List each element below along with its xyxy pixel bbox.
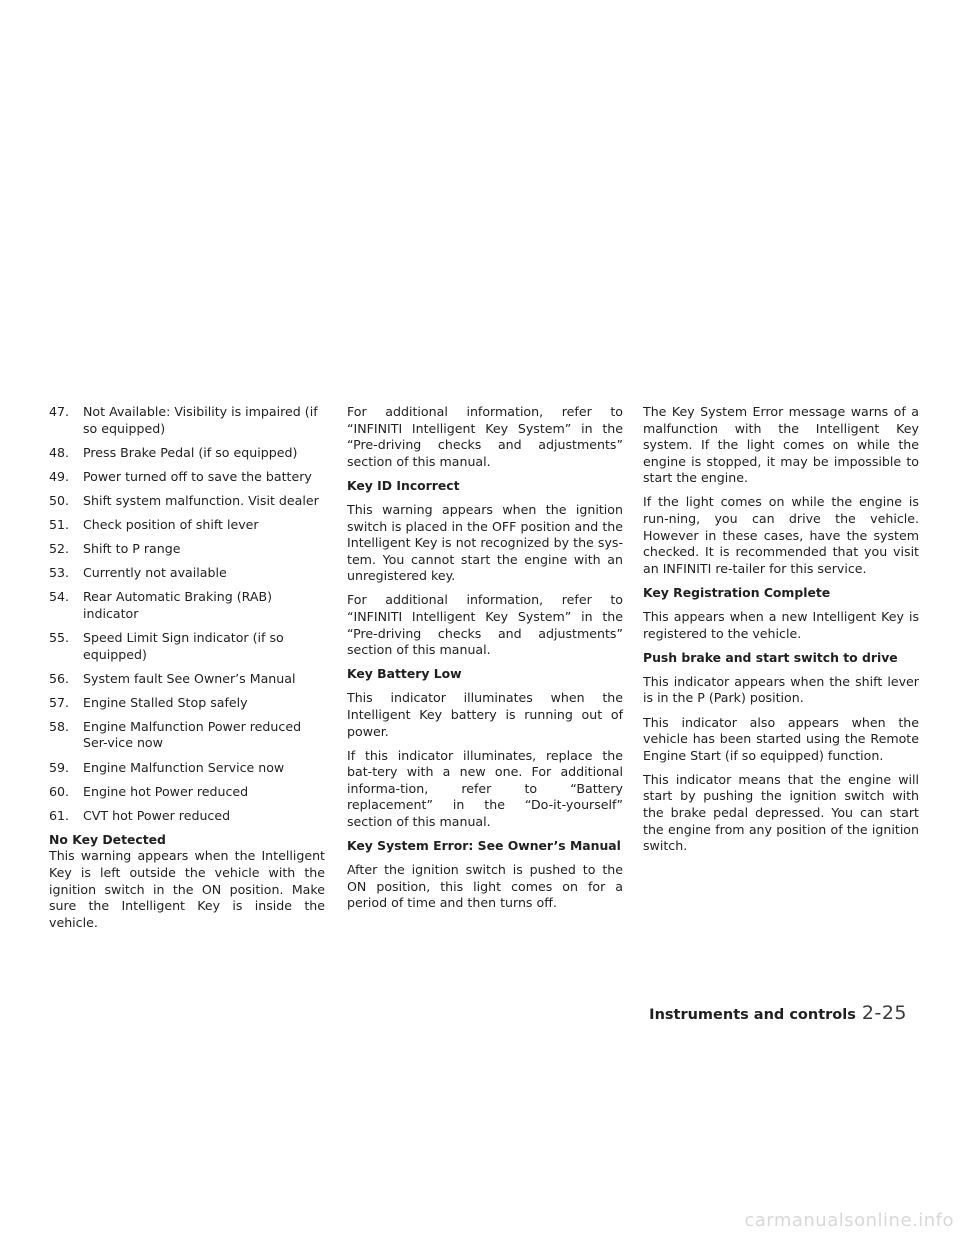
item-text: Speed Limit Sign indicator (if so equipped) — [83, 629, 284, 662]
item-text: Power turned off to save the battery — [83, 468, 312, 484]
push-brake-text: This indicator appears when the shift lever is in the P (Park) position. — [643, 673, 919, 706]
push-brake-text: This indicator also appears when the vehicle has been started using the Remote Engine Start (if so equipped) function. — [643, 714, 919, 763]
key-battery-low-heading: Key Battery Low — [347, 666, 462, 682]
column-2 — [347, 404, 623, 920]
item-number: 58. — [49, 718, 70, 734]
item-text: Engine Stalled Stop safely — [83, 694, 248, 710]
key-registration-text: This appears when a new Intelligent Key is registered to the vehicle. — [643, 609, 919, 641]
page-footer — [649, 1002, 907, 1024]
reference-paragraph: For additional information, refer to “INFINITI Intelligent Key System” in the “Pre-driving checks and adjustments” section of this manual. — [347, 404, 623, 469]
list-item — [49, 671, 325, 688]
item-number: 49. — [49, 468, 70, 484]
item-text: System fault See Owner’s Manual — [83, 670, 296, 686]
column-1 — [49, 404, 325, 939]
watermark-text: carmanualsonline.info — [744, 1210, 954, 1231]
item-text: Press Brake Pedal (if so equipped) — [83, 444, 298, 460]
item-number: 61. — [49, 807, 70, 823]
key-battery-low-text: This indicator illuminates when the Intelligent Key battery is running out of power. — [347, 690, 623, 739]
item-number: 59. — [49, 759, 70, 775]
item-number: 51. — [49, 516, 70, 532]
push-brake-heading: Push brake and start switch to drive — [643, 649, 898, 665]
item-text: Engine Malfunction Power reduced Ser-vice now — [83, 718, 302, 751]
item-text: Currently not available — [83, 565, 227, 581]
list-item — [49, 517, 325, 534]
item-text: Engine Malfunction Service now — [83, 759, 285, 775]
item-text: Rear Automatic Braking (RAB) indicator — [83, 589, 273, 621]
key-id-incorrect-text: This warning appears when the ignition switch is placed in the OFF position and the Intelligent Key is not recognized by the sys-tem. You cannot start the engine with an unregistered key. — [347, 501, 623, 584]
list-item — [49, 630, 325, 663]
list-item — [49, 760, 325, 777]
key-system-error-paragraph: The Key System Error message warns of a malfunction with the Intelligent Key system. If the light comes on while the engine is stopped, it may be impossible to start the engine. — [643, 404, 919, 486]
key-id-incorrect-heading: Key ID Incorrect — [347, 477, 460, 493]
item-number: 50. — [49, 492, 70, 508]
key-battery-low-text: If this indicator illuminates, replace the bat-tery with a new one. For additional informa-tion, refer to “Battery replacement” in the “Do-it-yourself” section of this manual. — [347, 747, 623, 830]
list-item — [49, 589, 325, 622]
item-number: 47. — [49, 404, 70, 419]
item-text: Not Available: Visibility is impaired (if so equipped) — [83, 404, 318, 436]
key-system-error-text: After the ignition switch is pushed to the ON position, this light comes on for a period of time and then turns off. — [347, 862, 623, 911]
item-number: 54. — [49, 589, 70, 605]
list-item — [49, 493, 325, 510]
list-item — [49, 404, 325, 437]
page-number: 2-25 — [861, 1002, 907, 1024]
list-item — [49, 784, 325, 801]
list-item — [49, 445, 325, 462]
list-item — [49, 808, 325, 825]
item-number: 55. — [49, 629, 70, 645]
reference-paragraph: For additional information, refer to “INFINITI Intelligent Key System” in the “Pre-driving checks and adjustments” section of this manual. — [347, 592, 623, 658]
item-text: Check position of shift lever — [83, 516, 259, 532]
item-text: Engine hot Power reduced — [83, 783, 249, 799]
key-system-error-heading: Key System Error: See Owner’s Manual — [347, 838, 621, 854]
column-3 — [643, 404, 919, 862]
item-text: Shift system malfunction. Visit dealer — [83, 492, 319, 508]
no-key-detected-heading: No Key Detected — [49, 831, 166, 847]
item-number: 56. — [49, 670, 70, 686]
item-text: CVT hot Power reduced — [83, 807, 231, 823]
item-number: 53. — [49, 565, 70, 581]
item-text: Shift to P range — [83, 541, 181, 557]
list-item — [49, 719, 325, 752]
item-number: 60. — [49, 783, 70, 799]
item-number: 57. — [49, 694, 70, 710]
list-item — [49, 695, 325, 712]
no-key-detected-text: This warning appears when the Intelligent Key is left outside the vehicle with the ignition switch in the ON position. Make sure the Intelligent Key is inside the vehicle. — [49, 848, 325, 930]
key-system-error-paragraph: If the light comes on while the engine is run-ning, you can drive the vehicle. However in these cases, have the system checked. It is recommended that you visit an INFINITI re-tailer for this service. — [643, 494, 919, 576]
push-brake-text: This indicator means that the engine will start by pushing the ignition switch with the brake pedal depressed. You can start the engine from any position of the ignition switch. — [643, 771, 919, 854]
key-registration-heading: Key Registration Complete — [643, 584, 831, 600]
item-number: 52. — [49, 541, 70, 557]
list-item — [49, 565, 325, 582]
item-number: 48. — [49, 444, 70, 460]
list-item — [49, 541, 325, 558]
section-title: Instruments and controls — [649, 1007, 856, 1023]
list-item — [49, 469, 325, 486]
watermark — [0, 1210, 960, 1231]
